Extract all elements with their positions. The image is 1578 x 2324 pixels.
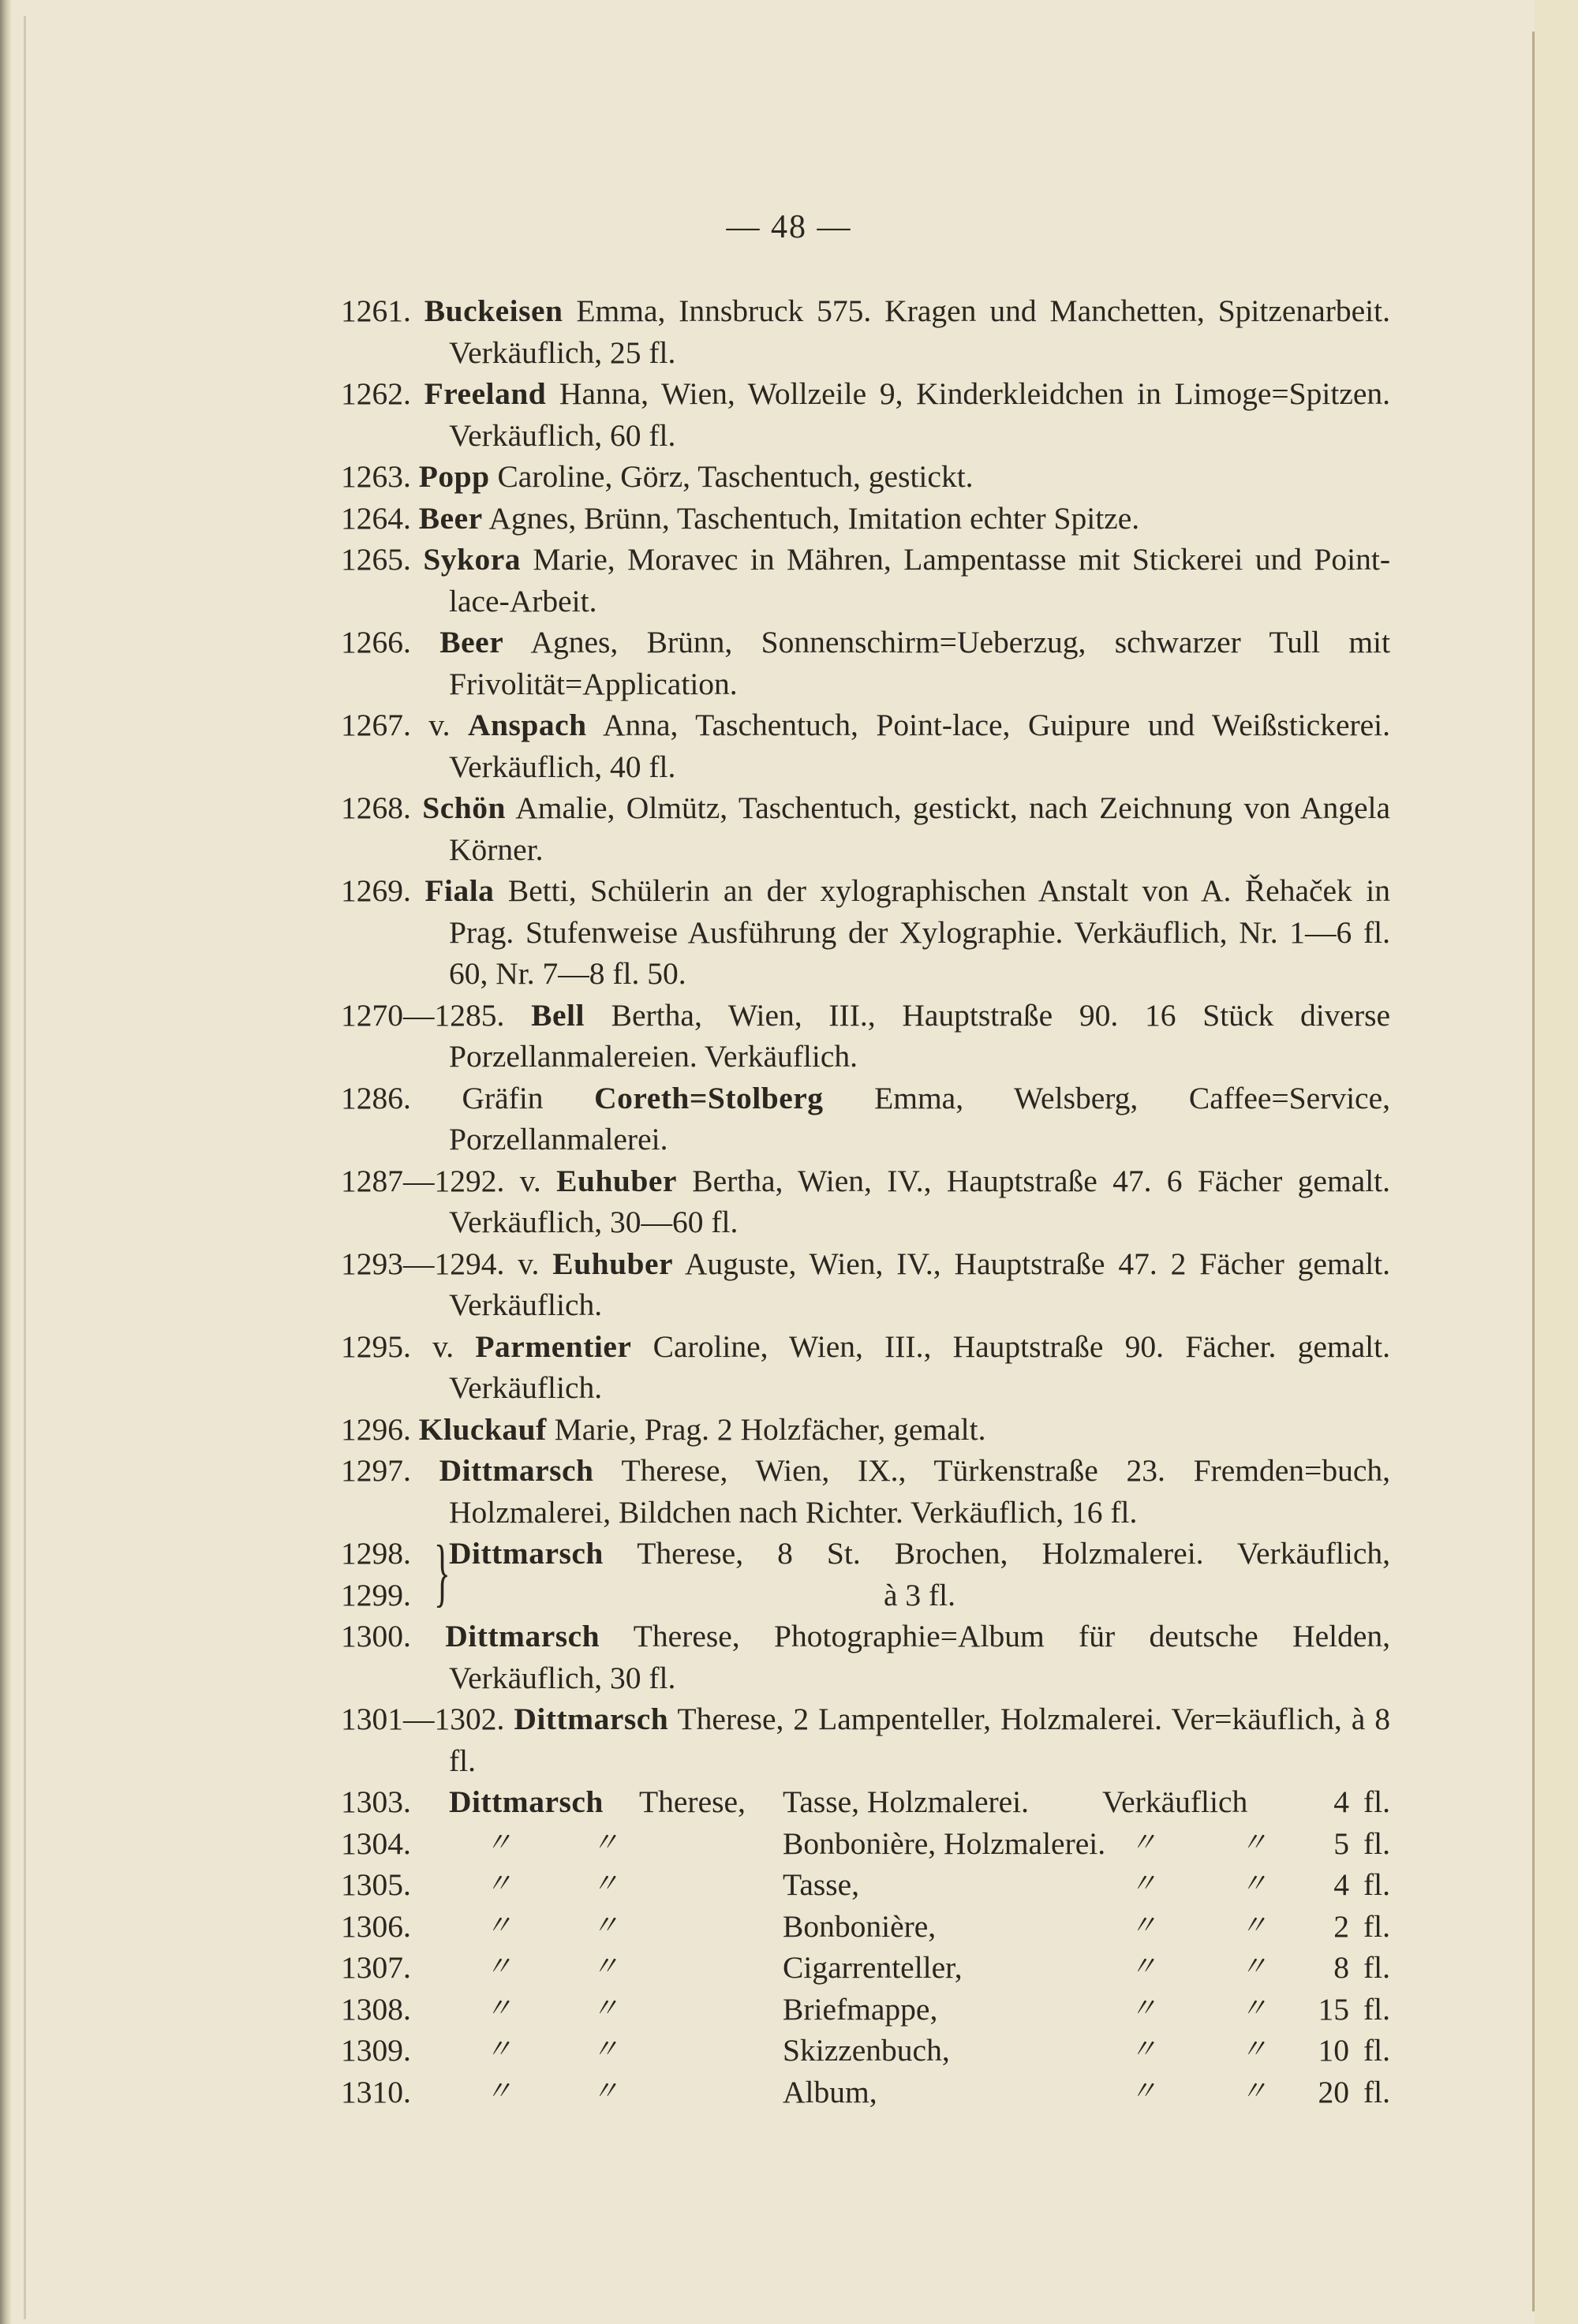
name-prefix: v. [519, 1163, 541, 1198]
entry-number: 1262. [341, 376, 411, 411]
entry-number: 1301—1302. [341, 1702, 505, 1736]
catalogue-entry [341, 1243, 1390, 1326]
item-name: Bonbonière, Holzmalerei. [783, 1825, 1106, 1861]
entry-number: 1286. [341, 1080, 411, 1115]
exhibitor-name: Dittmarsch [449, 1784, 604, 1819]
entry-number: 1310. [341, 2074, 411, 2109]
catalogue-entry [341, 373, 1390, 456]
entry-number: 1309. [341, 2033, 411, 2068]
ditto-mark: 〃 [485, 1828, 512, 1858]
exhibitor-name: Dittmarsch [449, 1536, 604, 1571]
table-row [341, 1781, 1390, 1823]
catalogue-entry [341, 1409, 1390, 1451]
entry-description: Auguste, Wien, IV., Hauptstraße 47. 2 Fächer gemalt. Verkäuflich. [449, 1246, 1391, 1322]
item-name: Bonbonière, [783, 1908, 937, 1944]
entry-description: Hanna, Wien, Wollzeile 9, Kinderkleidchen in Limoge=Spitzen. Verkäuflich, 60 fl. [449, 376, 1391, 453]
item-name: Briefmappe, [783, 1991, 938, 2027]
entry-number: 1307. [341, 1950, 411, 1985]
ditto-mark: 〃 [1130, 2035, 1157, 2064]
entries-list-after [341, 1616, 1390, 1781]
entry-description: Therese, 2 Lampenteller, Holzmalerei. Ver=käuflich, à 8 fl. [449, 1702, 1390, 1778]
next-page-edge [1535, 0, 1578, 2324]
entry-number: 1287—1292. [341, 1163, 505, 1198]
table-row [341, 1906, 1390, 1948]
entry-number: 1266. [341, 625, 411, 659]
exhibitor-name: Fiala [424, 873, 495, 908]
exhibitor-name: Kluckauf [418, 1411, 547, 1447]
item-name: Tasse, Holzmalerei. [783, 1784, 1030, 1819]
entry-number: 1265. [341, 542, 411, 577]
name-prefix: v. [518, 1246, 540, 1281]
ditto-mark: 〃 [1240, 1870, 1267, 1899]
entry-number: 1296. [341, 1411, 411, 1447]
entry-number: 1298. [341, 1536, 411, 1571]
price-value: 4 [1333, 1867, 1349, 1902]
ditto-mark: 〃 [485, 1993, 512, 2023]
exhibitor-name: Sykora [423, 542, 522, 577]
curly-brace-icon: } [434, 1530, 451, 1614]
catalogue-entry [341, 870, 1390, 995]
currency-unit: fl. [1363, 2033, 1390, 2068]
entry-number: 1270—1285. [341, 997, 505, 1033]
ditto-mark: 〃 [1240, 1952, 1267, 1982]
catalogue-entry [341, 498, 1390, 540]
exhibitor-name: Dittmarsch [445, 1619, 600, 1653]
catalogue-entry [341, 787, 1390, 870]
price-value: 20 [1318, 2074, 1349, 2109]
price-value: 15 [1318, 1991, 1349, 2027]
entry-description: Caroline, Wien, III., Hauptstraße 90. Fächer. gemalt. Verkäuflich. [449, 1328, 1391, 1405]
ditto-mark: 〃 [592, 2035, 619, 2064]
table-row [341, 1823, 1390, 1865]
catalogue-entry [341, 1078, 1390, 1160]
currency-unit: fl. [1363, 1950, 1390, 1985]
exhibitor-name: Buckeisen [424, 293, 563, 328]
ditto-mark: 〃 [1130, 1870, 1157, 1899]
exhibitor-name: Schön [422, 790, 506, 825]
ditto-mark: 〃 [592, 1911, 619, 1941]
table-row [341, 1864, 1390, 1906]
price-value: 10 [1318, 2033, 1349, 2068]
entry-description: Therese, 8 St. Brochen, Holzmalerei. Verkäuflich, [637, 1536, 1390, 1571]
catalogue-entry [341, 1616, 1390, 1698]
catalogue-entry [341, 1698, 1390, 1781]
ditto-mark: 〃 [1130, 1993, 1157, 2023]
exhibitor-name: Coreth=Stolberg [594, 1080, 824, 1115]
ditto-mark: 〃 [485, 2035, 512, 2064]
item-name: Tasse, [783, 1867, 860, 1902]
table-row [341, 1989, 1390, 2031]
currency-unit: fl. [1363, 1991, 1390, 2027]
currency-unit: fl. [1363, 1867, 1390, 1902]
sale-label: Verkäuflich [1102, 1784, 1248, 1819]
currency-unit: fl. [1363, 1784, 1390, 1819]
page-number: — 48 — [726, 209, 852, 245]
ditto-mark: 〃 [485, 1870, 512, 1899]
currency-unit: fl. [1363, 1825, 1390, 1861]
entry-description: Agnes, Brünn, Taschentuch, Imitation echter Spitze. [488, 500, 1140, 536]
entry-number: 1297. [341, 1453, 411, 1488]
entries-list-top [341, 290, 1390, 1533]
ditto-mark: 〃 [1240, 2076, 1267, 2106]
table-row [341, 1947, 1390, 1989]
ditto-mark: 〃 [1130, 1911, 1157, 1941]
entry-description: Amalie, Olmütz, Taschentuch, gestickt, nach Zeichnung von Angela Körner. [449, 790, 1390, 867]
exhibitor-name: Euhuber [556, 1163, 677, 1198]
entry-number: 1306. [341, 1908, 411, 1944]
entry-number: 1295. [341, 1328, 411, 1364]
entry-description: Anna, Taschentuch, Point-lace, Guipure und Weißstickerei. Verkäuflich, 40 fl. [449, 708, 1391, 784]
catalogue-entries [341, 290, 1390, 2113]
entry-text [449, 1533, 1390, 1575]
entry-description: Marie, Prag. 2 Holzfächer, gemalt. [554, 1411, 986, 1447]
ditto-mark: 〃 [1130, 2076, 1157, 2106]
ditto-mark: 〃 [485, 1952, 512, 1982]
exhibitor-first-name: Therese, [639, 1784, 746, 1819]
ditto-mark: 〃 [1240, 1993, 1267, 2023]
ditto-rows [341, 1823, 1390, 2113]
entry-description: Marie, Moravec in Mähren, Lampentasse mit Stickerei und Point-lace-Arbeit. [449, 542, 1391, 618]
entry-description: Bertha, Wien, IV., Hauptstraße 47. 6 Fächer gemalt. Verkäuflich, 30—60 fl. [449, 1163, 1391, 1239]
item-name: Cigarrenteller, [783, 1950, 963, 1985]
entry-number: 1261. [341, 293, 411, 328]
ditto-price-table [341, 1781, 1390, 2113]
exhibitor-name: Bell [531, 997, 585, 1033]
price-value: 8 [1333, 1950, 1349, 1985]
catalogue-entry [341, 704, 1390, 787]
item-name: Skizzenbuch, [783, 2033, 950, 2068]
entry-number: 1267. [341, 708, 411, 742]
name-prefix: v. [432, 1328, 454, 1364]
name-prefix: v. [428, 708, 451, 742]
entry-number: 1305. [341, 1867, 411, 1902]
entry-description: Therese, Wien, IX., Türkenstraße 23. Fremden=buch, Holzmalerei, Bildchen nach Richter. Verkäuflich, 16 fl. [449, 1453, 1390, 1530]
exhibitor-name: Popp [418, 459, 490, 494]
catalogue-entry [341, 995, 1390, 1078]
entry-number: 1269. [341, 873, 411, 908]
ditto-mark: 〃 [1240, 2035, 1267, 2064]
entry-description: Betti, Schülerin an der xylographischen Anstalt von A. Řehaček in Prag. Stufenweise Ausführung der Xylographie. Verkäuflich, Nr. 1—6 fl. 60, Nr. 7—8 fl. 50. [449, 873, 1390, 991]
entry-description: Emma, Innsbruck 575. Kragen und Manchetten, Spitzenarbeit. Verkäuflich, 25 fl. [449, 293, 1390, 370]
catalogue-entry [341, 1450, 1390, 1533]
entry-description: Therese, Photographie=Album für deutsche Helden, Verkäuflich, 30 fl. [449, 1619, 1390, 1695]
catalogue-entry [341, 290, 1390, 373]
entry-number: 1268. [341, 790, 411, 825]
exhibitor-name: Dittmarsch [439, 1453, 594, 1488]
exhibitor-name: Euhuber [552, 1246, 674, 1281]
entry-number-group [341, 1533, 443, 1616]
page-edge-line-left [24, 16, 26, 2319]
entry-number: 1299. [341, 1577, 411, 1612]
price-value: 4 [1333, 1784, 1349, 1819]
table-row [341, 2030, 1390, 2072]
price-value: 2 [1333, 1908, 1349, 1944]
exhibitor-name: Dittmarsch [514, 1702, 669, 1736]
currency-unit: fl. [1363, 1908, 1390, 1944]
entry-description: Agnes, Brünn, Sonnenschirm=Ueberzug, schwarzer Tull mit Frivolität=Application. [449, 625, 1391, 701]
entry-description: Emma, Welsberg, Caffee=Service, Porzellanmalerei. [449, 1080, 1390, 1156]
catalogue-entry [341, 539, 1390, 622]
ditto-mark: 〃 [592, 1952, 619, 1982]
table-row [341, 2072, 1390, 2113]
entry-number: 1264. [341, 500, 411, 536]
entry-number: 1300. [341, 1619, 411, 1653]
catalogue-entry [341, 622, 1390, 704]
ditto-mark: 〃 [592, 2076, 619, 2106]
exhibitor-name: Parmentier [475, 1328, 632, 1364]
price-value: 5 [1333, 1825, 1349, 1861]
entry-number: 1303. [341, 1784, 411, 1819]
page-edge-line-right [1532, 32, 1535, 2311]
catalogue-entry-bracketed [341, 1530, 1390, 1616]
catalogue-entry [341, 1160, 1390, 1243]
ditto-mark: 〃 [485, 1911, 512, 1941]
catalogue-entry [341, 1326, 1390, 1409]
ditto-mark: 〃 [592, 1993, 619, 2023]
entry-description: Caroline, Görz, Taschentuch, gestickt. [497, 459, 974, 494]
exhibitor-name: Freeland [424, 376, 547, 411]
currency-unit: fl. [1363, 2074, 1390, 2109]
exhibitor-name: Beer [439, 625, 504, 659]
entry-price: à 3 fl. [883, 1577, 956, 1612]
entry-number: 1308. [341, 1991, 411, 2027]
ditto-mark: 〃 [1130, 1952, 1157, 1982]
ditto-mark: 〃 [1240, 1911, 1267, 1941]
exhibitor-name: Anspach [468, 708, 587, 742]
entry-description: Bertha, Wien, III., Hauptstraße 90. 16 Stück diverse Porzellanmalereien. Verkäuflich. [449, 997, 1391, 1074]
entry-number: 1293—1294. [341, 1246, 505, 1281]
entry-number: 1304. [341, 1825, 411, 1861]
name-prefix: Gräfin [462, 1080, 544, 1115]
catalogue-entry [341, 456, 1390, 498]
ditto-mark: 〃 [1130, 1828, 1157, 1858]
exhibitor-name: Beer [418, 500, 483, 536]
entry-number: 1263. [341, 459, 411, 494]
ditto-mark: 〃 [485, 2076, 512, 2106]
item-name: Album, [783, 2074, 877, 2109]
ditto-mark: 〃 [592, 1870, 619, 1899]
ditto-mark: 〃 [592, 1828, 619, 1858]
ditto-mark: 〃 [1240, 1828, 1267, 1858]
page-binding-edge [0, 0, 11, 2324]
